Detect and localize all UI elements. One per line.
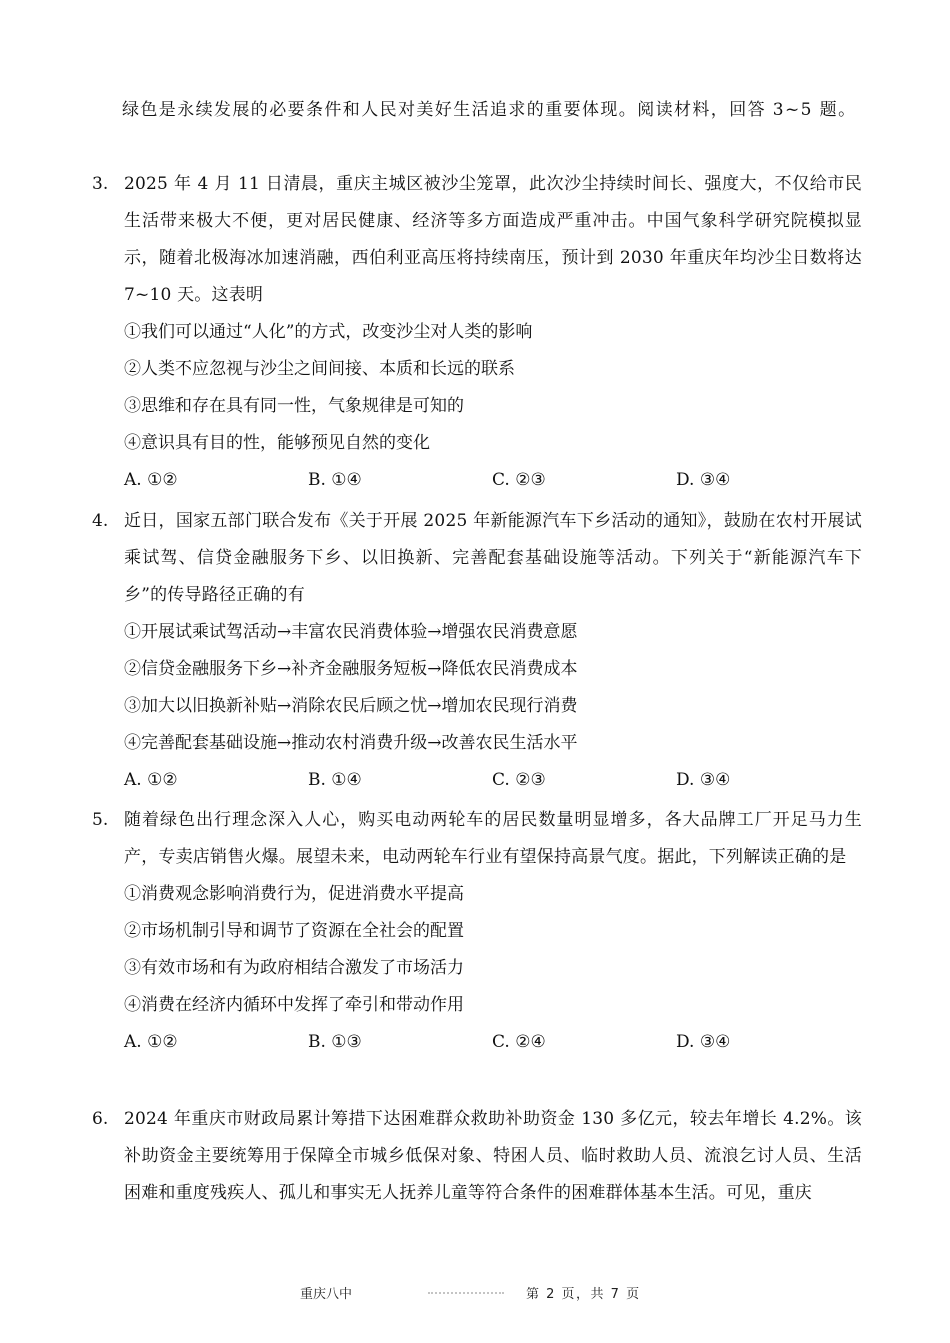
- question-6: [92, 1101, 862, 1212]
- choice-c[interactable]: C. ②③: [492, 470, 546, 490]
- question-number: 3.: [92, 174, 109, 194]
- question-stem: 2024 年重庆市财政局累计筹措下达困难群众救助补助资金 130 多亿元，较去年增长 4.2%。该补助资金主要统筹用于保障全市城乡低保对象、特困人员、临时救助人员、流浪乞讨人员、生活困难和重度残疾人、孤儿和事实无人抚养儿童等符合条件的困难群体基本生活。可见，重庆: [124, 1109, 862, 1203]
- statement-3: ③有效市场和有为政府相结合激发了市场活力: [124, 958, 464, 978]
- choice-d[interactable]: D. ③④: [676, 1032, 731, 1052]
- question-stem: 近日，国家五部门联合发布《关于开展 2025 年新能源汽车下乡活动的通知》，鼓励在农村开展试乘试驾、信贷金融服务下乡、以旧换新、完善配套基础设施等活动。下列关于“新能源汽车下乡”的传导路径正确的有: [124, 511, 862, 605]
- school-name: 重庆八中: [300, 1287, 353, 1302]
- question-stem: 随着绿色出行理念深入人心，购买电动两轮车的居民数量明显增多，各大品牌工厂开足马力生产，专卖店销售火爆。展望未来，电动两轮车行业有望保持高景气度。据此，下列解读正确的是: [124, 810, 862, 867]
- faded-watermark-text: [428, 1292, 504, 1298]
- answer-choices: [92, 1024, 862, 1061]
- choice-a[interactable]: A. ①②: [124, 1032, 178, 1052]
- question-5: [92, 802, 862, 1061]
- statement-3: ③加大以旧换新补贴→消除农民后顾之忧→增加农民现行消费: [124, 696, 578, 716]
- choice-a[interactable]: A. ①②: [124, 470, 178, 490]
- choice-a[interactable]: A. ①②: [124, 770, 178, 790]
- answer-choices: [92, 462, 862, 499]
- question-stem: 2025 年 4 月 11 日清晨，重庆主城区被沙尘笼罩，此次沙尘持续时间长、强度大，不仅给市民生活带来极大不便，更对居民健康、经济等多方面造成严重冲击。中国气象科学研究院模拟显示，随着北极海冰加速消融，西伯利亚高压将持续南压，预计到 2030 年重庆年均沙尘日数将达 7~10 天。这表明: [124, 174, 862, 305]
- question-3: [92, 166, 862, 499]
- statement-2: ②人类不应忽视与沙尘之间间接、本质和长远的联系: [124, 359, 515, 379]
- choice-c[interactable]: C. ②④: [492, 1032, 546, 1052]
- choice-c[interactable]: C. ②③: [492, 770, 546, 790]
- question-4: [92, 503, 862, 799]
- choice-b[interactable]: B. ①④: [308, 470, 362, 490]
- choice-d[interactable]: D. ③④: [676, 470, 731, 490]
- statement-2: ②市场机制引导和调节了资源在全社会的配置: [124, 921, 464, 941]
- section-intro: 绿色是永续发展的必要条件和人民对美好生活追求的重要体现。阅读材料，回答 3~5 题。: [122, 100, 857, 120]
- statement-4: ④消费在经济内循环中发挥了牵引和带动作用: [124, 995, 464, 1015]
- choice-b[interactable]: B. ①④: [308, 770, 362, 790]
- statement-4: ④完善配套基础设施→推动农村消费升级→改善农民生活水平: [124, 733, 578, 753]
- choice-b[interactable]: B. ①③: [308, 1032, 362, 1052]
- question-number: 4.: [92, 511, 109, 531]
- answer-choices: [92, 762, 862, 799]
- statement-3: ③思维和存在具有同一性，气象规律是可知的: [124, 396, 464, 416]
- statement-1: ①消费观念影响消费行为，促进消费水平提高: [124, 884, 464, 904]
- choice-d[interactable]: D. ③④: [676, 770, 731, 790]
- statement-2: ②信贷金融服务下乡→补齐金融服务短板→降低农民消费成本: [124, 659, 578, 679]
- page-number: 第 2 页，共 7 页: [526, 1287, 641, 1302]
- statement-4: ④意识具有目的性，能够预见自然的变化: [124, 433, 430, 453]
- statement-1: ①我们可以通过“人化”的方式，改变沙尘对人类的影响: [124, 322, 533, 342]
- question-number: 6.: [92, 1109, 109, 1129]
- question-number: 5.: [92, 810, 109, 830]
- statement-1: ①开展试乘试驾活动→丰富农民消费体验→增强农民消费意愿: [124, 622, 578, 642]
